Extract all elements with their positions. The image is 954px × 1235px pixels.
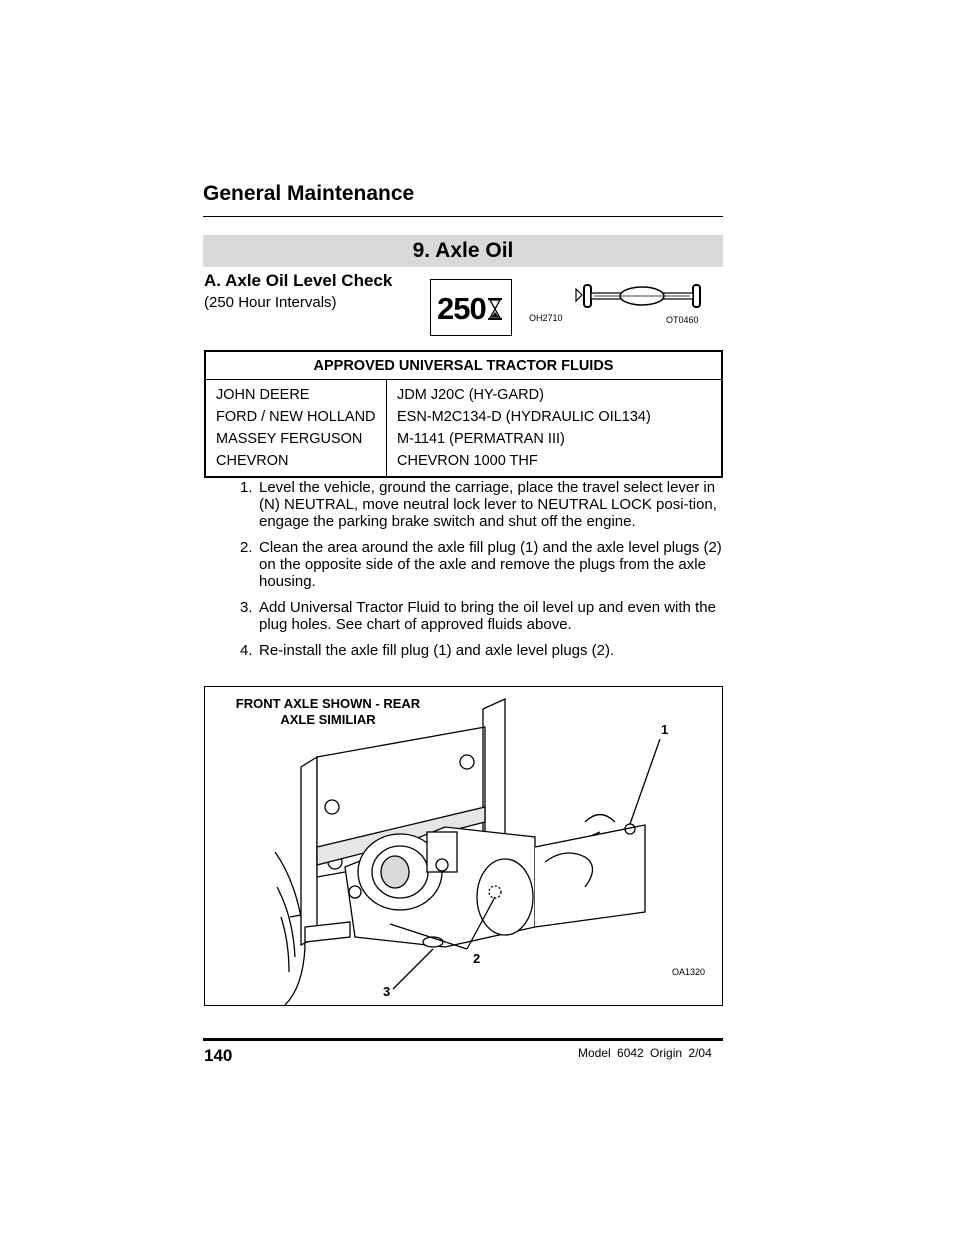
figure-caption-line2: AXLE SIMILIAR [280,712,376,727]
callout-level-plugs: 2 [473,951,481,966]
figure-code: OA1320 [672,967,706,977]
subsection-heading: A. Axle Oil Level Check [204,271,393,290]
table-row [205,450,722,477]
fluid-cell: ESN-M2C134-D (HYDRAULIC OIL134) [397,409,651,425]
service-interval-badge [430,279,512,336]
step-number: 4. [240,642,253,659]
section-heading: 9. Axle Oil [412,239,514,262]
approved-fluids-table [204,350,723,478]
step-number: 1. [240,479,253,496]
step-item [240,642,724,659]
header-rule [203,216,723,217]
section-title: General Maintenance [203,182,415,205]
step-text: Clean the area around the axle fill plug (1) and the axle level plugs (2) on the opposite side of the axle and remove the plugs from the axle housing. [259,539,722,590]
step-text: Add Universal Tractor Fluid to bring the oil level up and even with the plug holes. See chart of approved fluids above. [259,599,716,633]
figure-caption-line1: FRONT AXLE SHOWN - REAR [235,696,421,711]
hourglass-icon [486,297,504,321]
brand-cell: MASSEY FERGUSON [205,428,387,450]
axle-figure [204,686,723,1006]
footer-rule [203,1038,723,1041]
callout-fill-plug: 1 [661,722,669,737]
axle-icon [574,283,704,311]
page-number: 140 [204,1046,233,1065]
figure-caption [223,696,433,728]
fluid-cell: JDM J20C (HY-GARD) [397,387,544,403]
step-item [240,479,724,530]
table-header: APPROVED UNIVERSAL TRACTOR FLUIDS [205,351,722,380]
model-origin: Model 6042 Origin 2/04 [578,1046,712,1060]
step-item [240,539,724,590]
interval-icon-code: OH2710 [529,313,563,323]
interval-hours: 250 [437,291,486,326]
step-text: Re-install the axle fill plug (1) and axle level plugs (2). [259,642,615,659]
step-text: Level the vehicle, ground the carriage, place the travel select lever in (N) NEUTRAL, move neutral lock lever to NEUTRAL LOCK posi-tion, engage the parking brake switch and shut off the engine. [259,479,717,530]
brand-cell: CHEVRON [205,450,387,477]
step-number: 2. [240,539,253,556]
procedure-steps [240,479,724,668]
table-row [205,428,722,450]
table-row [205,380,722,407]
brand-cell: FORD / NEW HOLLAND [205,406,387,428]
step-item [240,599,724,633]
brand-cell: JOHN DEERE [205,380,387,407]
axle-illustration [205,687,722,1005]
section-band [203,235,723,267]
table-row [205,406,722,428]
callout-drain-plug: 3 [383,984,391,999]
step-number: 3. [240,599,253,616]
interval-note: (250 Hour Intervals) [204,294,337,311]
fluid-cell: M-1141 (PERMATRAN III) [397,431,565,447]
axle-icon-code: OT0460 [666,315,699,325]
fluid-cell: CHEVRON 1000 THF [397,453,538,469]
